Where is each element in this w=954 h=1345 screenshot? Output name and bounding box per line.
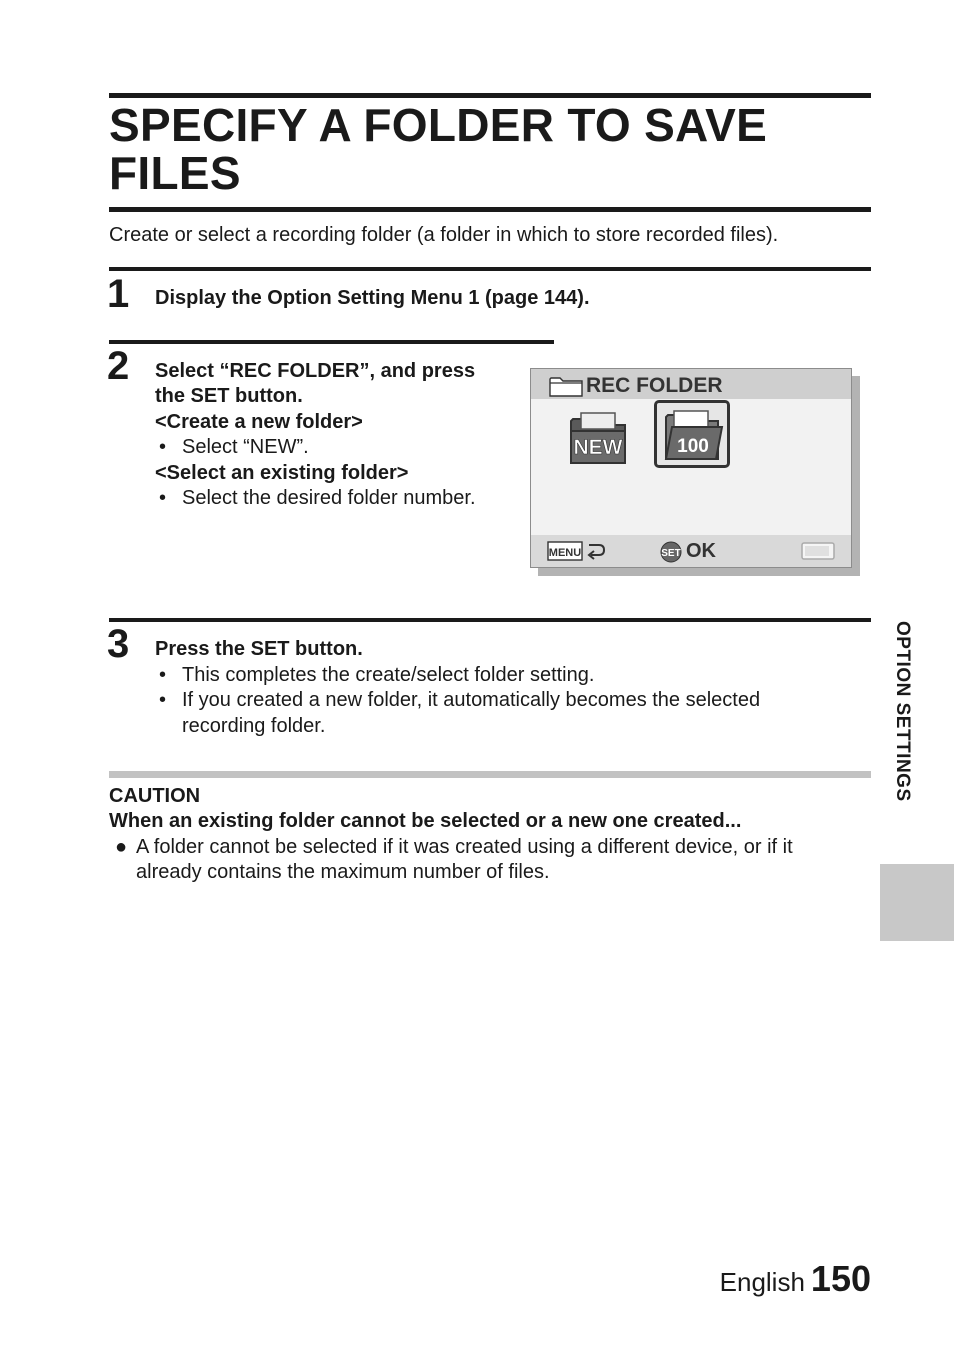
title-bottom-rule xyxy=(109,207,871,212)
step-1-heading: Display the Option Setting Menu 1 (page 144). xyxy=(155,287,590,309)
side-tab-block xyxy=(880,864,954,941)
step-3-heading: Press the SET button. xyxy=(155,638,363,660)
folder-icon xyxy=(549,375,583,397)
select-folder-bullet: Select the desired folder number. xyxy=(182,487,476,509)
title-top-rule xyxy=(109,93,871,98)
step-2-rule xyxy=(109,340,554,344)
create-folder-bullet: Select “NEW”. xyxy=(182,436,309,458)
caution-label: CAUTION xyxy=(109,785,201,807)
step-2-heading-line-2: the SET button. xyxy=(155,385,303,407)
bullet-dot: • xyxy=(159,689,167,711)
set-label: SET xyxy=(661,548,681,559)
new-folder-icon xyxy=(567,409,629,467)
side-tab-label: OPTION SETTINGS xyxy=(892,621,913,802)
folder-100-icon xyxy=(662,407,724,463)
step-3-rule xyxy=(109,618,871,622)
caution-bar xyxy=(109,771,871,778)
step-1-number: 1 xyxy=(107,272,130,316)
menu-label: MENU xyxy=(548,547,582,559)
step-2-heading-line-1: Select “REC FOLDER”, and press xyxy=(155,360,476,382)
step-2-number: 2 xyxy=(107,344,130,388)
battery-icon xyxy=(801,542,837,560)
page-footer xyxy=(720,1258,871,1300)
caution-bullet-line-2: already contains the maximum number of files. xyxy=(136,861,550,883)
footer-language: English xyxy=(719,1267,805,1297)
folder-number: 100 xyxy=(677,436,709,457)
bullet-dot: ● xyxy=(115,836,128,858)
rec-folder-screen xyxy=(530,368,852,568)
menu-return-icon[interactable] xyxy=(547,540,607,562)
new-label: NEW xyxy=(573,436,623,459)
select-folder-heading: <Select an existing folder> xyxy=(155,462,409,484)
set-button-icon[interactable] xyxy=(660,541,684,563)
bullet-dot: • xyxy=(159,436,167,458)
page-title: SPECIFY A FOLDER TO SAVE FILES xyxy=(109,99,768,199)
caution-heading: When an existing folder cannot be selected or a new one created... xyxy=(109,810,742,832)
step-1-rule xyxy=(109,267,871,271)
create-folder-heading: <Create a new folder> xyxy=(155,411,363,433)
step-3-bullet-1: This completes the create/select folder setting. xyxy=(182,664,595,686)
screen-title: REC FOLDER xyxy=(586,374,723,397)
intro-text: Create or select a recording folder (a folder in which to store recorded files). xyxy=(109,224,779,246)
bullet-dot: • xyxy=(159,487,167,509)
caution-bullet-line-1: A folder cannot be selected if it was created using a different device, or if it xyxy=(136,836,793,858)
ok-label: OK xyxy=(686,540,716,562)
bullet-dot: • xyxy=(159,664,167,686)
step-3-bullet-2-continuation: recording folder. xyxy=(182,715,326,737)
step-3-bullet-2: If you created a new folder, it automatically becomes the selected xyxy=(182,689,761,711)
page-number: 150 xyxy=(810,1258,871,1299)
step-3-number: 3 xyxy=(107,622,130,666)
